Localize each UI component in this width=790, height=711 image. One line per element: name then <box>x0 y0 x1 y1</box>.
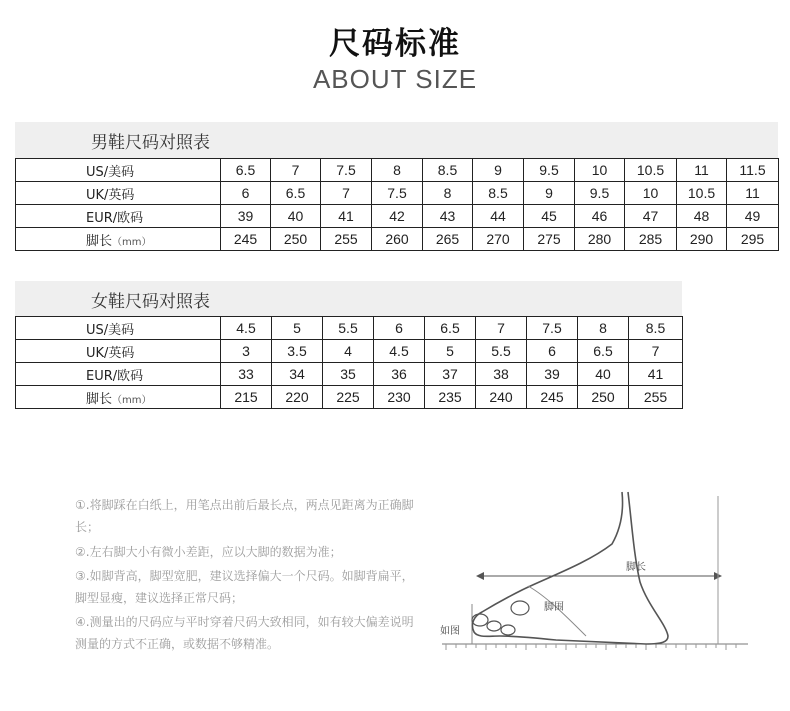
size-cell: 9.5 <box>524 159 575 182</box>
table-row <box>16 340 683 363</box>
size-cell: 36 <box>374 363 425 386</box>
row-label <box>16 182 221 205</box>
table-row <box>16 228 779 251</box>
size-cell: 215 <box>221 386 272 409</box>
size-cell: 240 <box>476 386 527 409</box>
size-cell: 8 <box>578 317 629 340</box>
size-cell: 39 <box>527 363 578 386</box>
measure-note-2: ②.左右脚大小有微小差距，应以大脚的数据为准； <box>75 545 342 559</box>
foot-measure-illustration <box>436 486 756 666</box>
size-cell: 6.5 <box>221 159 271 182</box>
size-cell: 7.5 <box>321 159 372 182</box>
size-cell: 6.5 <box>425 317 476 340</box>
size-cell: 11.5 <box>727 159 779 182</box>
row-unit: （mm） <box>112 394 152 406</box>
size-cell: 245 <box>221 228 271 251</box>
example-label: 如图 <box>440 626 460 637</box>
size-cell: 4.5 <box>374 340 425 363</box>
size-cell: 46 <box>575 205 625 228</box>
size-cell: 295 <box>727 228 779 251</box>
size-cell: 49 <box>727 205 779 228</box>
size-cell: 3 <box>221 340 272 363</box>
size-cell: 230 <box>374 386 425 409</box>
row-label-text: US/美码 <box>86 322 135 338</box>
size-cell: 250 <box>578 386 629 409</box>
size-cell: 6.5 <box>271 182 321 205</box>
size-cell: 255 <box>629 386 683 409</box>
row-label <box>16 205 221 228</box>
size-cell: 5.5 <box>476 340 527 363</box>
size-cell: 265 <box>423 228 473 251</box>
size-cell: 48 <box>677 205 727 228</box>
size-cell: 8 <box>423 182 473 205</box>
row-label <box>16 317 221 340</box>
women-size-table <box>15 316 683 409</box>
row-label-text: 脚长 <box>86 233 113 249</box>
size-cell: 37 <box>425 363 476 386</box>
table-row <box>16 182 779 205</box>
table-row <box>16 363 683 386</box>
page-subtitle: ABOUT SIZE <box>312 64 478 94</box>
size-cell: 235 <box>425 386 476 409</box>
size-cell: 43 <box>423 205 473 228</box>
size-cell: 8.5 <box>473 182 524 205</box>
size-cell: 275 <box>524 228 575 251</box>
size-cell: 44 <box>473 205 524 228</box>
row-label <box>16 228 221 251</box>
size-cell: 40 <box>271 205 321 228</box>
row-label <box>16 386 221 409</box>
size-cell: 9.5 <box>575 182 625 205</box>
size-cell: 34 <box>272 363 323 386</box>
size-cell: 255 <box>321 228 372 251</box>
size-cell: 9 <box>524 182 575 205</box>
size-cell: 35 <box>323 363 374 386</box>
size-cell: 225 <box>323 386 374 409</box>
size-cell: 10.5 <box>677 182 727 205</box>
size-cell: 7 <box>629 340 683 363</box>
size-cell: 38 <box>476 363 527 386</box>
size-cell: 10.5 <box>625 159 677 182</box>
size-cell: 42 <box>372 205 423 228</box>
size-cell: 220 <box>272 386 323 409</box>
size-cell: 6 <box>374 317 425 340</box>
size-cell: 7 <box>321 182 372 205</box>
foot-width-label: 脚围 <box>544 602 564 613</box>
size-cell: 6 <box>221 182 271 205</box>
table-row <box>16 159 779 182</box>
row-label <box>16 363 221 386</box>
row-label <box>16 340 221 363</box>
size-cell: 7 <box>271 159 321 182</box>
size-cell: 11 <box>727 182 779 205</box>
size-cell: 290 <box>677 228 727 251</box>
size-cell: 8 <box>372 159 423 182</box>
size-cell: 6.5 <box>578 340 629 363</box>
size-cell: 6 <box>527 340 578 363</box>
size-cell: 7.5 <box>527 317 578 340</box>
size-cell: 270 <box>473 228 524 251</box>
row-label-text: US/美码 <box>86 164 135 180</box>
size-cell: 285 <box>625 228 677 251</box>
size-cell: 39 <box>221 205 271 228</box>
size-cell: 41 <box>629 363 683 386</box>
size-cell: 47 <box>625 205 677 228</box>
size-cell: 5.5 <box>323 317 374 340</box>
foot-length-label: 脚长 <box>626 562 646 573</box>
size-cell: 8.5 <box>423 159 473 182</box>
toe-4 <box>511 601 529 615</box>
size-cell: 9 <box>473 159 524 182</box>
ruler-ticks <box>446 644 736 650</box>
toe-2 <box>487 621 501 631</box>
table-row <box>16 205 779 228</box>
size-cell: 8.5 <box>629 317 683 340</box>
page-title: 尺码标准 <box>329 26 461 62</box>
size-cell: 4.5 <box>221 317 272 340</box>
row-label-text: 脚长 <box>86 391 113 407</box>
size-cell: 4 <box>323 340 374 363</box>
size-cell: 7 <box>476 317 527 340</box>
size-cell: 40 <box>578 363 629 386</box>
size-cell: 260 <box>372 228 423 251</box>
toe-3 <box>501 625 515 635</box>
size-cell: 10 <box>575 159 625 182</box>
women-table-title: 女鞋尺码对照表 <box>15 281 682 317</box>
row-label-text: EUR/欧码 <box>86 210 144 226</box>
size-cell: 250 <box>271 228 321 251</box>
row-label-text: UK/英码 <box>86 345 135 361</box>
row-label-text: UK/英码 <box>86 187 135 203</box>
length-arrow-head-left <box>476 572 484 580</box>
size-cell: 280 <box>575 228 625 251</box>
size-cell: 33 <box>221 363 272 386</box>
size-cell: 5 <box>272 317 323 340</box>
table-row <box>16 317 683 340</box>
measure-note-1: ①.将脚踩在白纸上，用笔点出前后最长点，两点见距离为正确脚长； <box>75 498 414 534</box>
measure-note-4: ④.测量出的尺码应与平时穿着尺码大致相同，如有较大偏差说明测量的方式不正确，或数据不够精准。 <box>75 615 414 651</box>
size-cell: 245 <box>527 386 578 409</box>
size-cell: 41 <box>321 205 372 228</box>
size-cell: 45 <box>524 205 575 228</box>
size-cell: 5 <box>425 340 476 363</box>
size-cell: 3.5 <box>272 340 323 363</box>
size-cell: 10 <box>625 182 677 205</box>
measure-note-3: ③.如脚背高，脚型宽肥，建议选择偏大一个尺码。如脚背扁平，脚型显瘦，建议选择正常尺码； <box>75 569 414 605</box>
row-unit: （mm） <box>112 236 152 248</box>
table-row <box>16 386 683 409</box>
row-label-text: EUR/欧码 <box>86 368 144 384</box>
size-cell: 7.5 <box>372 182 423 205</box>
men-size-table <box>15 158 779 251</box>
row-label <box>16 159 221 182</box>
men-table-title: 男鞋尺码对照表 <box>15 122 778 158</box>
size-cell: 11 <box>677 159 727 182</box>
